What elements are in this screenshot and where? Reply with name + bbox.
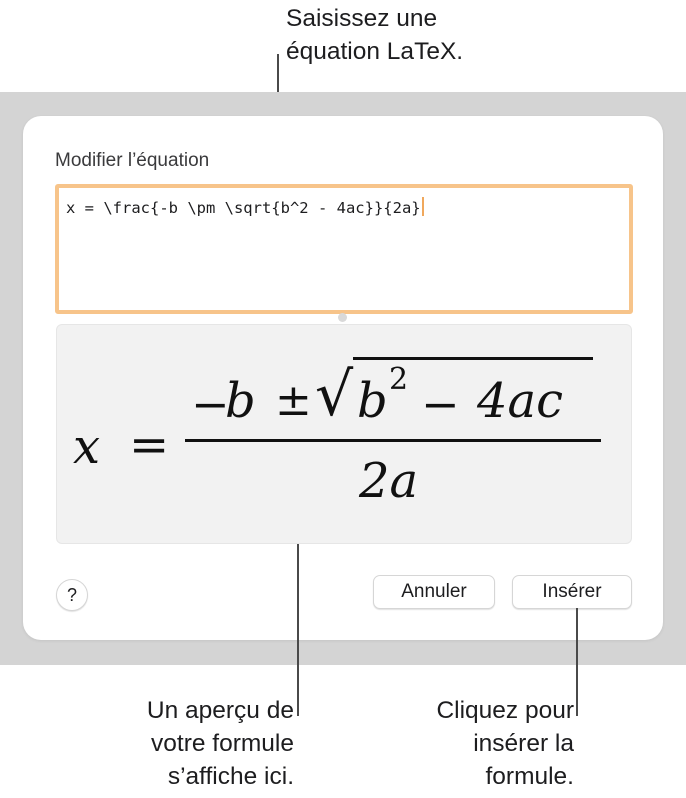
- callout-line: Cliquez pour: [436, 697, 574, 724]
- callout-latex-entry: [286, 2, 463, 68]
- help-icon: ?: [66, 584, 77, 605]
- insert-button[interactable]: Insérer: [512, 575, 632, 609]
- latex-equation-input[interactable]: [55, 184, 633, 314]
- sqrt-vinculum: [353, 357, 593, 360]
- cancel-button[interactable]: Annuler: [373, 575, 495, 609]
- formula-4ac: 4ac: [477, 373, 564, 429]
- callout-line: s’affiche ici.: [167, 763, 294, 790]
- resize-handle[interactable]: [338, 313, 347, 322]
- fraction-bar: [185, 439, 601, 442]
- help-button[interactable]: [56, 579, 88, 611]
- callout-preview: [147, 694, 294, 793]
- callout-line: votre formule: [151, 730, 294, 757]
- formula-radicand-minus: −: [421, 377, 460, 431]
- leader-line-preview: [297, 544, 299, 716]
- rendered-formula: [57, 325, 631, 543]
- dialog-title: Modifier l’équation: [55, 150, 210, 171]
- callout-insert: [436, 694, 574, 793]
- formula-sqrt-sign: √: [315, 360, 354, 430]
- edit-equation-dialog: [23, 116, 663, 640]
- formula-x: x: [73, 419, 101, 475]
- formula-denominator: 2a: [359, 453, 419, 509]
- callout-line: équation LaTeX.: [286, 38, 464, 65]
- leader-line-insert: [576, 608, 578, 716]
- formula-plus-minus: ±: [275, 375, 312, 426]
- callout-line: Un aperçu de: [146, 697, 294, 724]
- formula-b: b: [225, 373, 256, 429]
- equation-preview: [56, 324, 632, 544]
- callout-line: formule.: [485, 763, 574, 790]
- formula-minus: −: [191, 377, 230, 431]
- latex-input-value: x = \frac{-b \pm \sqrt{b^2 - 4ac}}{2a}: [66, 197, 424, 217]
- formula-exponent: 2: [389, 362, 409, 397]
- callout-line: insérer la: [473, 730, 574, 757]
- formula-b-squared: b: [357, 373, 388, 429]
- text-caret: [422, 197, 424, 216]
- formula-equals: =: [129, 417, 170, 473]
- callout-line: Saisissez une: [286, 5, 438, 32]
